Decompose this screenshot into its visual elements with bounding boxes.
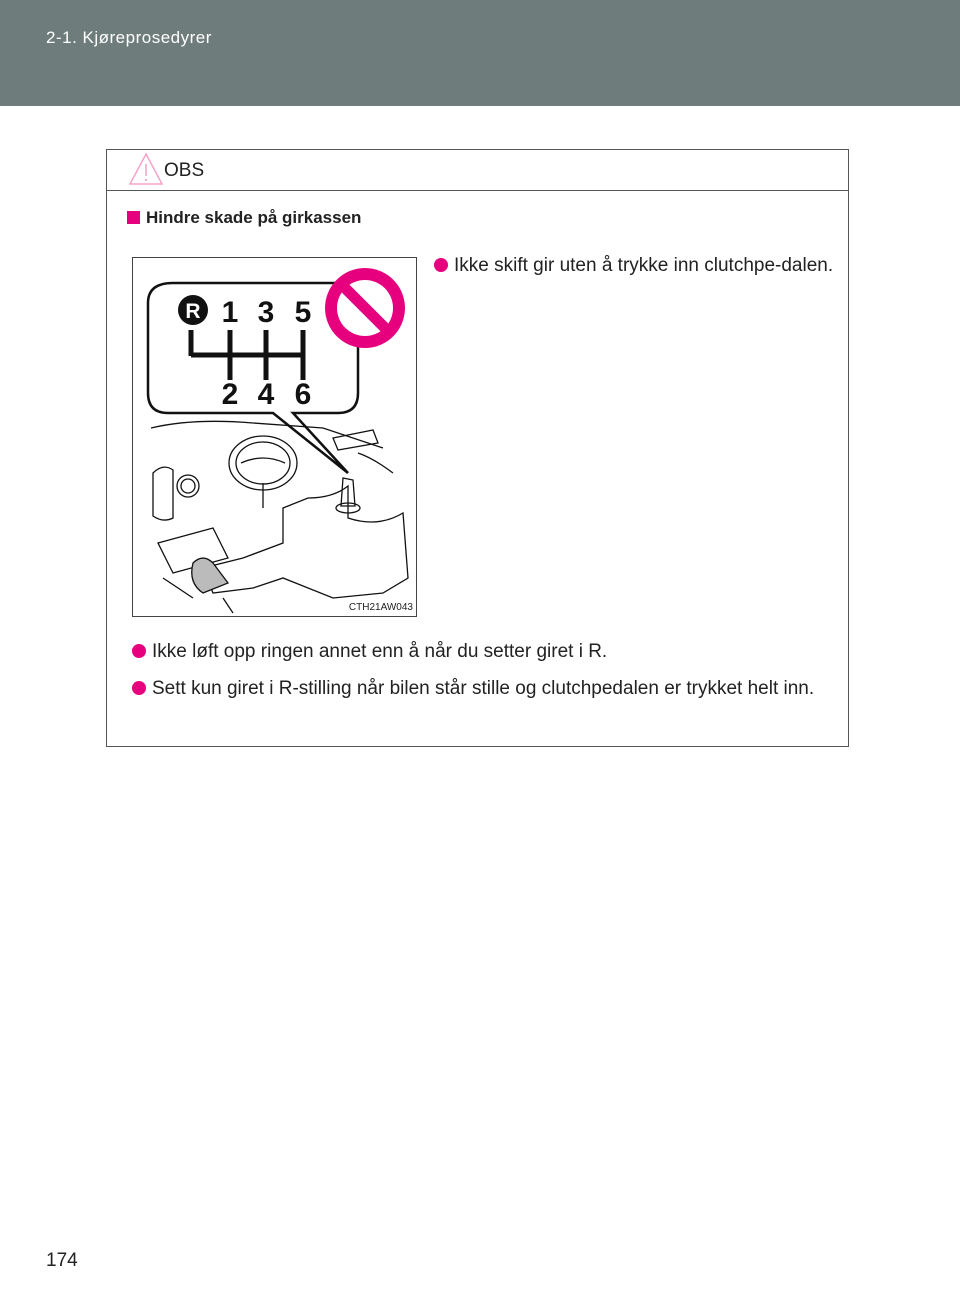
shift-label: 5	[294, 296, 312, 329]
caution-header	[107, 150, 848, 191]
section-title: Hindre skade på girkassen	[127, 208, 361, 228]
gearshift-drawing	[133, 258, 416, 616]
gearshift-illustration	[132, 257, 417, 617]
prohibition-icon	[325, 268, 405, 348]
round-bullet-icon	[132, 681, 146, 695]
caution-label: OBS	[164, 160, 205, 181]
shift-label: R	[185, 300, 201, 323]
bullet-item: Ikke skift gir uten å trykke inn clutchpe-dalen.	[434, 251, 834, 280]
shift-label: 3	[257, 296, 275, 329]
cockpit-drawing	[151, 421, 408, 613]
shift-label: 2	[221, 378, 239, 411]
chapter-title: 2-1. Kjøreprosedyrer	[46, 28, 212, 47]
caution-box	[106, 149, 849, 747]
warning-triangle-icon	[128, 152, 164, 186]
page-number: 174	[46, 1250, 78, 1271]
square-bullet-icon	[127, 211, 140, 224]
round-bullet-icon	[132, 644, 146, 658]
bullet-item: Sett kun giret i R-stilling når bilen står stille og clutchpedalen er trykket helt inn.	[132, 674, 842, 703]
figure-code: CTH21AW043	[348, 602, 413, 613]
bullet-item: Ikke løft opp ringen annet enn å når du setter giret i R.	[132, 637, 842, 666]
shift-label: 4	[257, 378, 275, 411]
shift-label: 6	[294, 378, 312, 411]
page-header	[0, 0, 960, 106]
round-bullet-icon	[434, 258, 448, 272]
shift-label: 1	[221, 296, 239, 329]
